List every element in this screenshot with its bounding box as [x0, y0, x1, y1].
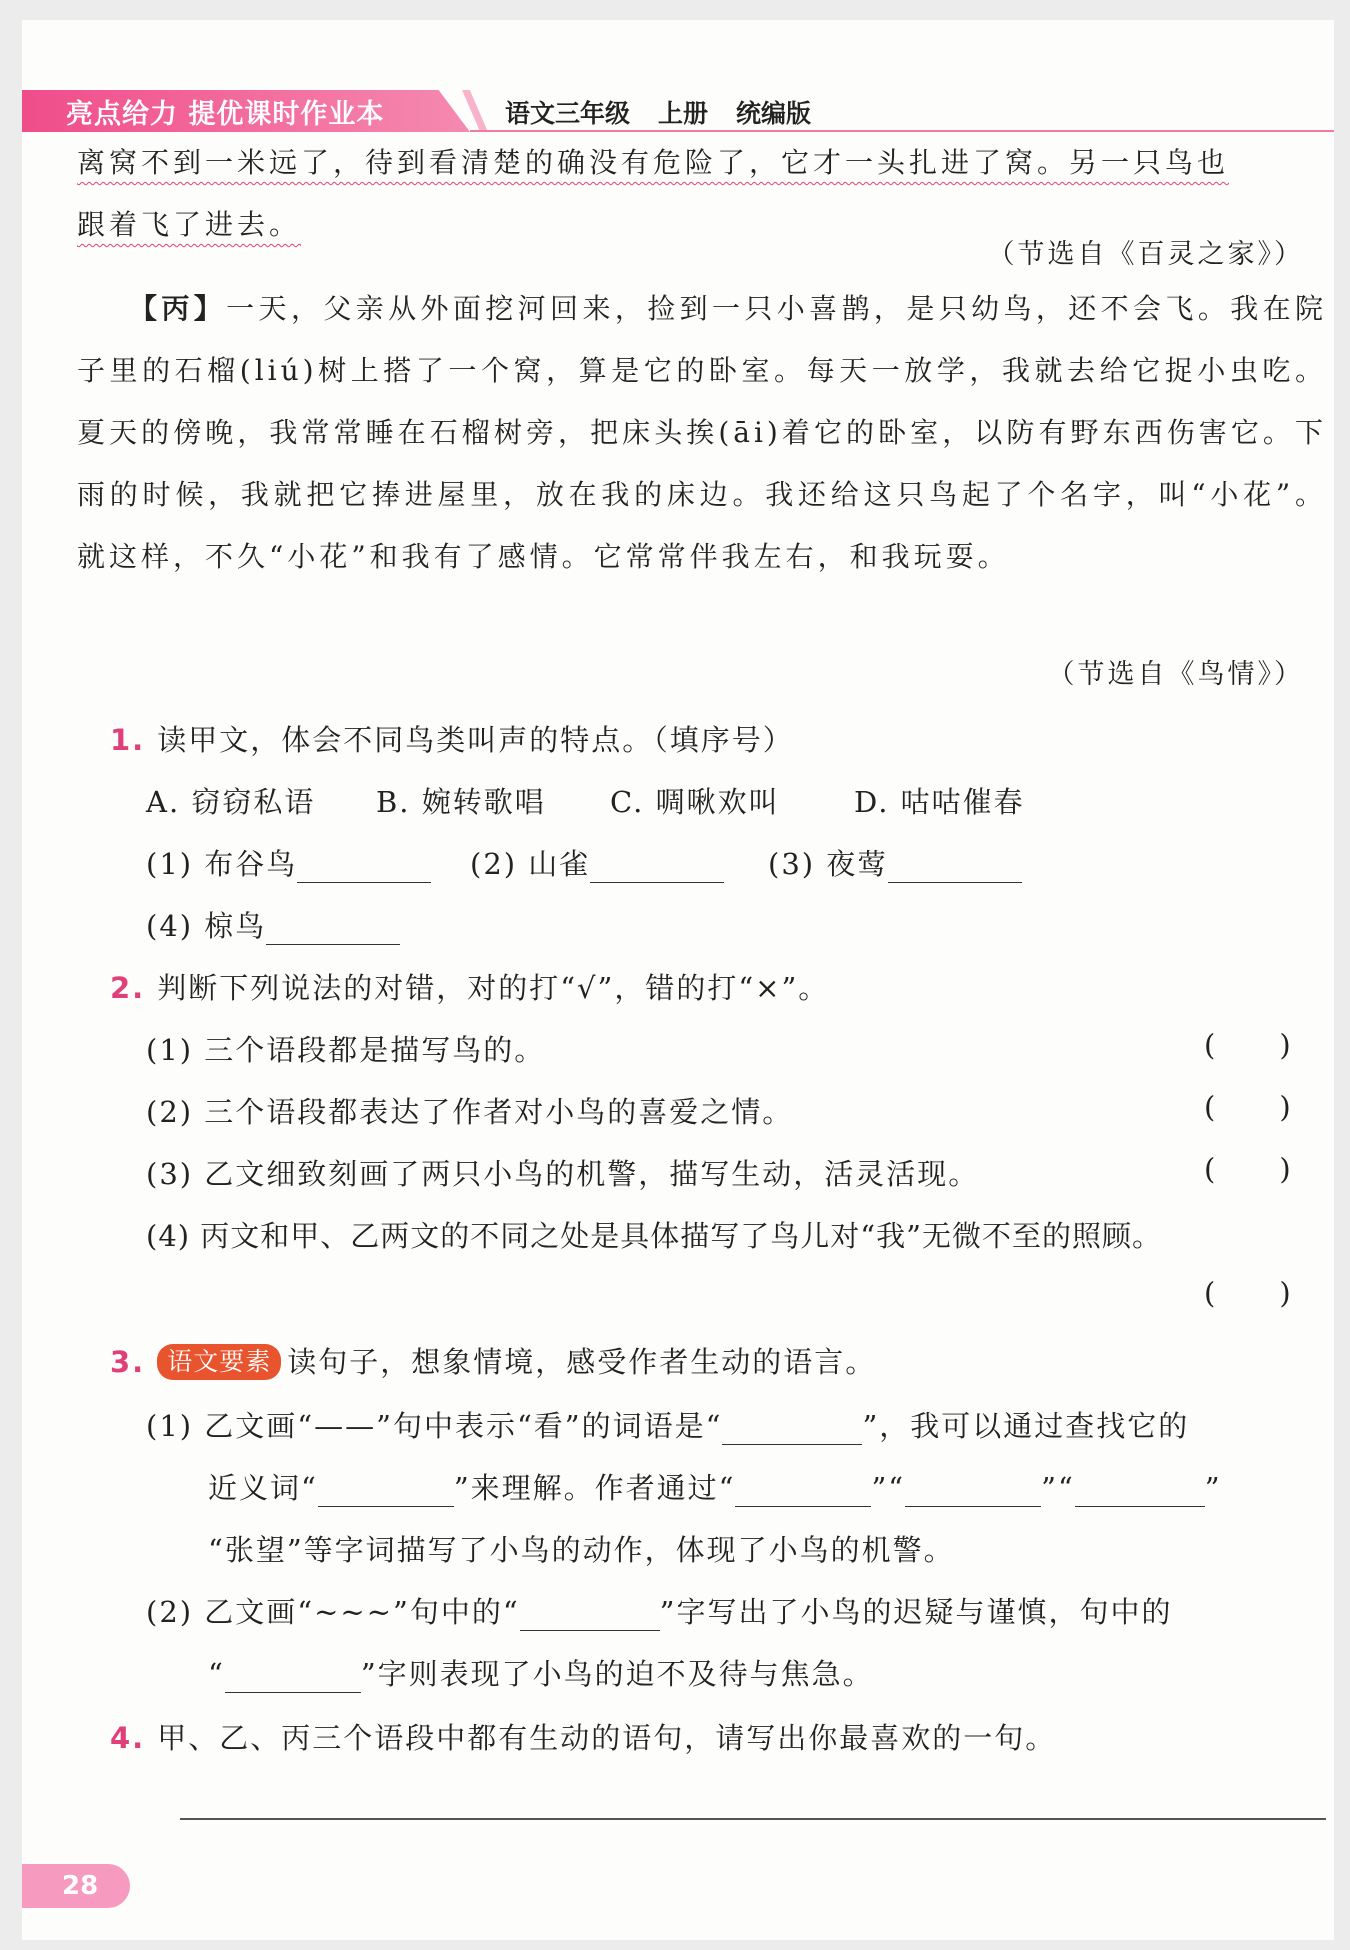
option-d: D. 咕咕催春: [854, 785, 1025, 819]
option-a: A. 窃窃私语: [146, 785, 316, 819]
question-number: 2.: [110, 971, 146, 1005]
answer-parentheses[interactable]: [1204, 1276, 1291, 1310]
option-b: B. 婉转歌唱: [376, 785, 546, 819]
question-number: 1.: [110, 723, 146, 757]
text: ”来理解。作者通过“: [453, 1471, 736, 1505]
paren-open: (: [1204, 1090, 1216, 1124]
q1-item-1: [146, 842, 431, 883]
text: ”，我可以通过查找它的: [862, 1409, 1190, 1443]
question-3: [110, 1340, 876, 1381]
text: ”“: [871, 1471, 906, 1505]
question-2: [110, 966, 829, 1007]
q1-item-4: [146, 904, 400, 945]
question-stem: 判断下列说法的对错，对的打“√”，错的打“×”。: [157, 971, 830, 1005]
answer-blank[interactable]: [297, 852, 431, 883]
subject-grade: 语文三年级: [505, 99, 631, 128]
edition: 统编版: [736, 99, 812, 128]
answer-parentheses[interactable]: [1204, 1090, 1291, 1124]
q3-part-2-line-2: [208, 1652, 874, 1693]
text: ”字则表现了小鸟的迫不及待与焦急。: [360, 1657, 874, 1691]
passage-bing: [77, 278, 1327, 588]
item-label: (3) 夜莺: [768, 847, 889, 881]
series-title: 亮点给力 提优课时作业本: [66, 99, 385, 130]
page-number: 28: [22, 1864, 130, 1908]
workbook-page: [22, 20, 1334, 1940]
text: ”: [1204, 1471, 1222, 1505]
q3-part-1-line-3: “张望”等字词描写了小鸟的动作，体现了小鸟的机警。: [208, 1533, 955, 1567]
paren-open: (: [1204, 1152, 1216, 1186]
answer-blank[interactable]: [225, 1662, 361, 1693]
paren-close: ): [1279, 1090, 1291, 1124]
header-tab-accent: [462, 90, 488, 132]
answer-blank[interactable]: [520, 1600, 660, 1631]
text: “: [208, 1657, 225, 1691]
book-info: [505, 94, 839, 130]
question-stem: 读句子，想象情境，感受作者生动的语言。: [287, 1345, 877, 1379]
volume: 上册: [658, 99, 709, 128]
question-stem: 读甲文，体会不同鸟类叫声的特点。（填序号）: [157, 723, 794, 757]
answer-blank[interactable]: [722, 1414, 862, 1445]
answer-blank[interactable]: [1075, 1476, 1205, 1507]
paren-close: ): [1279, 1028, 1291, 1062]
question-4: [110, 1716, 1056, 1757]
answer-blank[interactable]: [590, 852, 724, 883]
item-label: (2) 山雀: [470, 847, 591, 881]
text: 近义词“: [208, 1471, 318, 1505]
answer-blank[interactable]: [888, 852, 1022, 883]
question-stem: 甲、乙、丙三个语段中都有生动的语句，请写出你最喜欢的一句。: [157, 1721, 1057, 1755]
answer-blank[interactable]: [266, 914, 400, 945]
q3-part-1-line-2: [208, 1466, 1222, 1507]
paren-open: (: [1204, 1028, 1216, 1062]
q2-statement-3: (3) 乙文细致刻画了两只小鸟的机警，描写生动，活灵活现。: [146, 1157, 980, 1191]
q2-statement-2: (2) 三个语段都表达了作者对小鸟的喜爱之情。: [146, 1095, 794, 1129]
source-yi: （节选自《百灵之家》）: [987, 239, 1304, 270]
q1-item-2: [470, 842, 724, 883]
passage-bing-text: 一天，父亲从外面挖河回来，捡到一只小喜鹊，是只幼鸟，还不会飞。我在院子里的石榴(liú)树上搭了一个窝，算是它的卧室。每天一放学，我就去给它捉小虫吃。夏天的傍晚，我常常睡在石榴树旁，把床头挨(āi)着它的卧室，以防有野东西伤害它。下雨的时候，我就把它捧进屋里，放在我的床边。我还给这只鸟起了个名字，叫“小花”。就这样，不久“小花”和我有了感情。它常常伴我左右，和我玩耍。: [77, 292, 1327, 573]
text: (2) 乙文画“~~~”句中的“: [146, 1595, 520, 1629]
text: ”“: [1041, 1471, 1075, 1505]
question-number: 3.: [110, 1345, 146, 1379]
paren-close: ): [1279, 1276, 1291, 1310]
wavy-underlined-line-2: 跟着飞了进去。: [77, 208, 302, 241]
chinese-elements-tag: 语文要素: [157, 1344, 281, 1380]
question-number: 4.: [110, 1721, 146, 1755]
item-label: (4) 椋鸟: [146, 909, 267, 943]
answer-blank[interactable]: [735, 1476, 871, 1507]
q2-statement-4: (4) 丙文和甲、乙两文的不同之处是具体描写了鸟儿对“我”无微不至的照顾。: [146, 1219, 1162, 1253]
q1-item-3: [768, 842, 1022, 883]
q3-part-1-line-1: [146, 1404, 1189, 1445]
option-c: C. 啁啾欢叫: [610, 785, 780, 819]
q2-statement-1: (1) 三个语段都是描写鸟的。: [146, 1033, 546, 1067]
answer-blank[interactable]: [318, 1476, 454, 1507]
q3-part-2-line-1: [146, 1590, 1173, 1631]
item-label: (1) 布谷鸟: [146, 847, 298, 881]
answer-blank[interactable]: [905, 1476, 1041, 1507]
paren-close: ): [1279, 1152, 1291, 1186]
question-1: [110, 718, 794, 759]
answer-parentheses[interactable]: [1204, 1028, 1291, 1062]
text: (1) 乙文画“——”句中表示“看”的词语是“: [146, 1409, 723, 1443]
passage-label: 【丙】: [129, 292, 227, 325]
paren-open: (: [1204, 1276, 1216, 1310]
text: ”字写出了小鸟的迟疑与谨慎，句中的: [659, 1595, 1173, 1629]
source-bing: （节选自《鸟情》）: [1047, 659, 1304, 690]
wavy-underlined-line: 离窝不到一米远了，待到看清楚的确没有危险了，它才一头扎进了窝。另一只鸟也: [77, 146, 1230, 179]
answer-parentheses[interactable]: [1204, 1152, 1291, 1186]
answer-line[interactable]: [180, 1818, 1326, 1820]
